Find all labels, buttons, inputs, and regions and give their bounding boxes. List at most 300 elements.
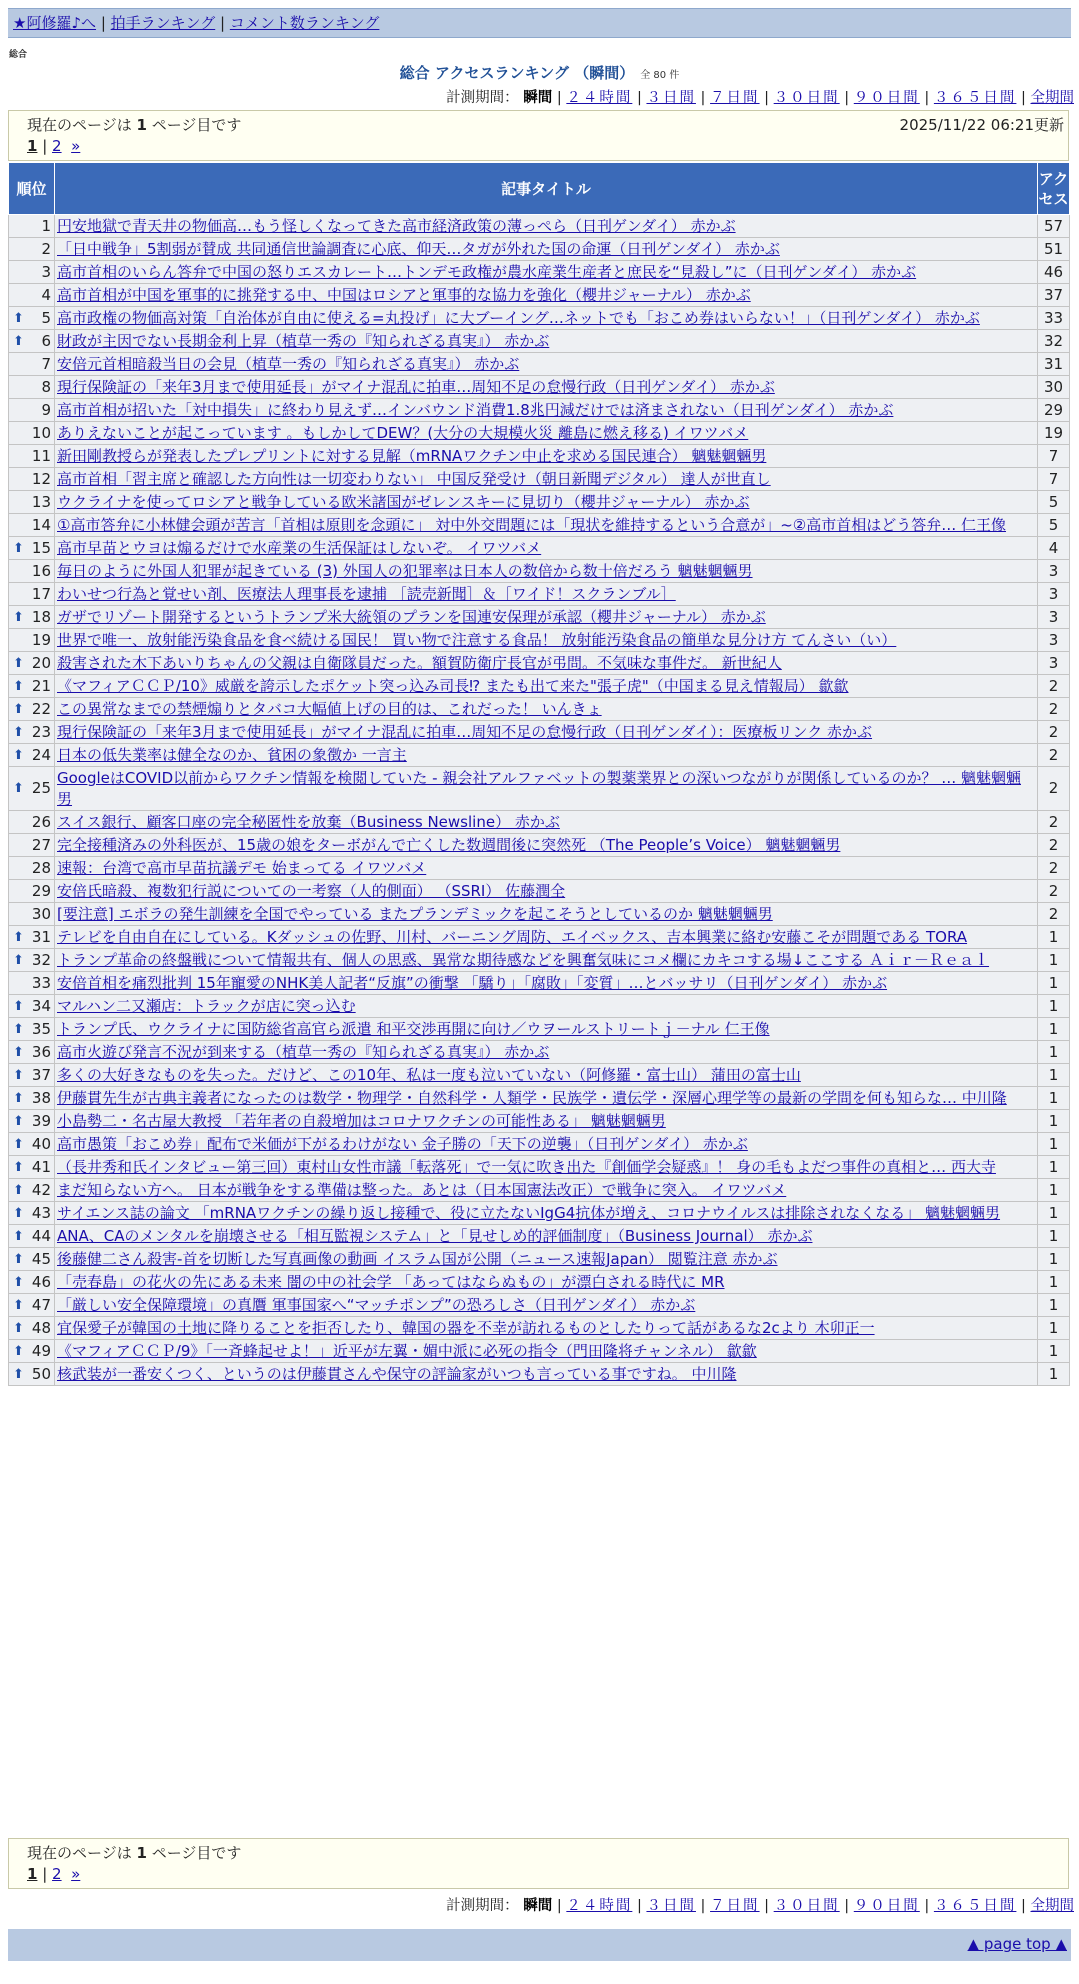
title-cell [55, 1317, 1038, 1340]
rank-cell [9, 1340, 55, 1363]
rank-number: 29 [31, 881, 51, 900]
article-link[interactable]: 現行保険証の「来年3月まで使用延長」がマイナ混乱に拍車…周知不足の怠慢行政（日刊ゲンダイ）：医療板リンク 赤かぶ [57, 723, 873, 741]
rank-number: 25 [31, 779, 51, 797]
rank-cell [9, 238, 55, 261]
article-link[interactable]: 安倍氏暗殺、複数犯行説についての一考察（人的側面） （SSRI） 佐藤潤全 [57, 882, 566, 900]
article-link[interactable]: 「厳しい安全保障環境」の真贋 軍事国家へ“マッチポンプ”の恐ろしさ（日刊ゲンダイ） 赤かぶ [57, 1296, 696, 1314]
rank-cell [9, 698, 55, 721]
access-count: 1 [1038, 1248, 1070, 1271]
table-row [9, 468, 1070, 491]
access-count: 31 [1038, 353, 1070, 376]
up-arrow-icon: ⬆ [13, 701, 24, 717]
up-arrow-icon: ⬆ [13, 1182, 24, 1198]
article-link[interactable]: GoogleはCOVID以前からワクチン情報を検閲していた - 親会社アルファベットの製薬業界との深いつながりが関係しているのか？ … 魑魅魍魎男 [57, 769, 1021, 808]
title-cell [55, 514, 1038, 537]
up-arrow-icon: ⬆ [13, 1297, 24, 1313]
access-count: 3 [1038, 629, 1070, 652]
article-link[interactable]: 高市首相のいらん答弁で中国の怒りエスカレート…トンデモ政権が農水産業生産者と庶民を“見殺し”に（日刊ゲンダイ） 赤かぶ [57, 263, 917, 281]
up-arrow-icon: ⬆ [13, 1159, 24, 1175]
rank-cell [9, 514, 55, 537]
page-1-current: 1 [27, 1865, 38, 1883]
article-link[interactable]: 安倍元首相暗殺当日の会見（植草一秀の『知られざる真実』） 赤かぶ [57, 355, 520, 373]
article-link[interactable]: 殺害された木下あいりちゃんの父親は自衛隊員だった。額賀防衛庁長官が弔問。不気味な事件だ。 新世紀人 [57, 654, 782, 672]
table-row [9, 307, 1070, 330]
title-cell [55, 972, 1038, 995]
table-row [9, 1202, 1070, 1225]
next-page-link[interactable]: » [71, 1865, 81, 1883]
up-arrow-icon: ⬆ [13, 998, 24, 1014]
period-current: 瞬間 [523, 1898, 553, 1914]
rank-number: 8 [41, 377, 51, 396]
rank-number: 3 [41, 262, 51, 281]
up-arrow-icon: ⬆ [13, 724, 24, 740]
rank-number: 7 [41, 354, 51, 373]
rank-cell [9, 995, 55, 1018]
title-cell [55, 1064, 1038, 1087]
up-arrow-icon: ⬆ [13, 1067, 24, 1083]
access-count: 1 [1038, 1064, 1070, 1087]
rank-cell [9, 422, 55, 445]
title-cell [55, 629, 1038, 652]
title-cell [55, 1271, 1038, 1294]
current-page-text: 現在のページは 1 ページ目です [27, 1844, 242, 1862]
rank-cell [9, 491, 55, 514]
rank-cell [9, 1041, 55, 1064]
period-365d[interactable]: ３６５日間 [933, 90, 1017, 106]
period-selector-bottom: 計測期間： 瞬間 | ２４時間 | ３日間 | ７日間 | ３０日間 | ９０日間 | ３６５日間 | 全期間 [446, 1898, 1074, 1914]
access-count: 2 [1038, 903, 1070, 926]
table-row [9, 284, 1070, 307]
title-cell [55, 284, 1038, 307]
title-cell [55, 1340, 1038, 1363]
access-count: 3 [1038, 583, 1070, 606]
access-count: 2 [1038, 880, 1070, 903]
article-link[interactable]: ありえないことが起こっています 。もしかしてDEW？(大分の大規模火災 離島に燃え移る) イワツバメ [57, 424, 749, 442]
period-90d[interactable]: ９０日間 [853, 90, 920, 106]
table-row [9, 675, 1070, 698]
title-cell [55, 215, 1038, 238]
category-label: 総合 [9, 50, 28, 60]
article-link[interactable]: 毎日のように外国人犯罪が起きている (3) 外国人の犯罪率は日本人の数倍から数十倍だろう 魑魅魍魎男 [57, 562, 753, 580]
article-link[interactable]: [要注意] エボラの発生訓練を全国でやっている またプランデミックを起こそうとしているのか 魑魅魍魎男 [57, 905, 773, 923]
rank-cell [9, 261, 55, 284]
article-link[interactable]: ウクライナを使ってロシアと戦争している欧米諸国がゼレンスキーに見切り（櫻井ジャーナル） 赤かぶ [57, 493, 750, 511]
ranking-title-text: 総合 アクセスランキング （瞬間） [399, 64, 635, 82]
title-cell [55, 1363, 1038, 1386]
access-count: 5 [1038, 491, 1070, 514]
table-row [9, 560, 1070, 583]
up-arrow-icon: ⬆ [13, 1205, 24, 1221]
article-link[interactable]: 後藤健二さん殺害-首を切断した写真画像の動画 イスラム国が公開（ニュース速報Japan） 閲覧注意 赤かぶ [57, 1250, 778, 1268]
article-link[interactable]: 現行保険証の「来年3月まで使用延長」がマイナ混乱に拍車…周知不足の怠慢行政（日刊ゲンダイ） 赤かぶ [57, 378, 775, 396]
rank-number: 30 [31, 904, 51, 923]
table-row [9, 1248, 1070, 1271]
table-row [9, 445, 1070, 468]
title-cell [55, 606, 1038, 629]
access-count: 51 [1038, 238, 1070, 261]
comment-ranking-link[interactable]: コメント数ランキング [229, 14, 380, 32]
rank-cell [9, 1156, 55, 1179]
article-link[interactable]: 高市首相が中国を軍事的に挑発する中、中国はロシアと軍事的な協力を強化（櫻井ジャーナル） 赤かぶ [57, 286, 751, 304]
up-arrow-icon: ⬆ [13, 1320, 24, 1336]
rank-number: 24 [31, 745, 51, 764]
rank-number: 40 [31, 1134, 51, 1153]
article-link[interactable]: （長井秀和氏インタビュー第三回）東村山女性市議「転落死」で一気に吹き出た『創価学会疑惑』！ 身の毛もよだつ事件の真相と… 西大寺 [57, 1158, 996, 1176]
period-all[interactable]: 全期間 [1030, 1898, 1074, 1914]
table-row [9, 353, 1070, 376]
access-count: 57 [1038, 215, 1070, 238]
period-label: 計測期間： [446, 1898, 519, 1914]
period-7d[interactable]: ７日間 [710, 90, 760, 106]
rank-cell [9, 675, 55, 698]
period-24h[interactable]: ２４時間 [566, 90, 633, 106]
table-row [9, 652, 1070, 675]
period-30d[interactable]: ３０日間 [773, 1898, 840, 1914]
ranking-table-body [9, 215, 1070, 1386]
title-cell [55, 445, 1038, 468]
access-count: 46 [1038, 261, 1070, 284]
article-link[interactable]: 多くの大好きなものを失った。だけど、この10年、私は一度も泣いていない（阿修羅・富士山） 蒲田の富士山 [57, 1066, 801, 1084]
period-all[interactable]: 全期間 [1030, 90, 1074, 106]
access-count: 1 [1038, 1202, 1070, 1225]
up-arrow-icon: ⬆ [13, 609, 24, 625]
rank-number: 20 [31, 653, 51, 672]
updated-timestamp: 2025/11/22 06:21更新 [899, 116, 1064, 134]
article-link[interactable]: 《マフィアＣＣＰ/10》威厳を誇示したポケット突っ込み司長⁉ またも出て来た"張子虎"（中国まる見え情報局） 歙歙 [57, 677, 849, 695]
table-header-row [9, 163, 1070, 215]
title-cell [55, 307, 1038, 330]
rank-cell [9, 880, 55, 903]
access-count: 2 [1038, 721, 1070, 744]
title-cell [55, 880, 1038, 903]
access-count: 1 [1038, 1340, 1070, 1363]
access-count: 37 [1038, 284, 1070, 307]
access-count: 1 [1038, 995, 1070, 1018]
up-arrow-icon: ⬆ [13, 310, 24, 326]
article-link[interactable]: 安倍首相を痛烈批判 15年寵愛のNHK美人記者“反旗”の衝撃 「驕り」「腐敗」「変質」…とバッサリ（日刊ゲンダイ） 赤かぶ [57, 974, 888, 992]
rank-cell [9, 399, 55, 422]
article-link[interactable]: ガザでリゾート開発するというトランプ米大統領のプランを国連安保理が承認（櫻井ジャーナル） 赤かぶ [57, 608, 766, 626]
table-row [9, 1064, 1070, 1087]
table-row [9, 376, 1070, 399]
rank-number: 35 [31, 1019, 51, 1038]
access-count: 30 [1038, 376, 1070, 399]
table-row [9, 1018, 1070, 1041]
rank-number: 23 [31, 722, 51, 741]
rank-cell [9, 1248, 55, 1271]
clap-ranking-link[interactable]: 拍手ランキング [110, 14, 216, 32]
table-row [9, 514, 1070, 537]
rank-number: 41 [31, 1157, 51, 1176]
up-arrow-icon: ⬆ [13, 1251, 24, 1267]
up-arrow-icon: ⬆ [13, 747, 24, 763]
period-365d[interactable]: ３６５日間 [933, 1898, 1017, 1914]
table-row [9, 1133, 1070, 1156]
title-cell [55, 1041, 1038, 1064]
title-cell [55, 1156, 1038, 1179]
rank-cell [9, 972, 55, 995]
current-page-text: 現在のページは 1 ページ目です [27, 116, 242, 134]
title-cell [55, 1248, 1038, 1271]
access-count: 1 [1038, 1363, 1070, 1386]
rank-number: 44 [31, 1226, 51, 1245]
access-count: 1 [1038, 949, 1070, 972]
article-link[interactable]: マルハン二又瀬店：トラックが店に突っ込む [57, 997, 356, 1015]
article-link[interactable]: 高市早苗とウヨは煽るだけで水産業の生活保証はしないぞ。 イワツバメ [57, 539, 542, 557]
article-link[interactable]: 速報：台湾で高市早苗抗議デモ 始まってる イワツバメ [57, 859, 427, 877]
up-arrow-icon: ⬆ [13, 1136, 24, 1152]
rank-number: 26 [31, 812, 51, 831]
article-link[interactable]: 日本の低失業率は健全なのか、貧困の象徴か 一言主 [57, 746, 407, 764]
page-1-current: 1 [27, 137, 38, 155]
access-count: 2 [1038, 744, 1070, 767]
up-arrow-icon: ⬆ [13, 1090, 24, 1106]
up-arrow-icon: ⬆ [13, 1021, 24, 1037]
access-count: 1 [1038, 1225, 1070, 1248]
ranking-table [8, 162, 1070, 1386]
rank-number: 33 [31, 973, 51, 992]
title-cell [55, 903, 1038, 926]
table-row [9, 330, 1070, 353]
up-arrow-icon: ⬆ [13, 1044, 24, 1060]
access-count: 32 [1038, 330, 1070, 353]
article-link[interactable]: ANA、CAのメンタルを崩壊させる「相互監視システム」と「見せしめ的評価制度」（Business Journal） 赤かぶ [57, 1227, 813, 1245]
rank-cell [9, 652, 55, 675]
access-count: 1 [1038, 1156, 1070, 1179]
title-cell [55, 583, 1038, 606]
rank-cell [9, 767, 55, 811]
access-count: 2 [1038, 811, 1070, 834]
title-cell [55, 330, 1038, 353]
title-cell [55, 767, 1038, 811]
title-cell [55, 261, 1038, 284]
access-count: 1 [1038, 1179, 1070, 1202]
article-link[interactable]: 世界で唯一、放射能汚染食品を食べ続ける国民！ 買い物で注意する食品！ 放射能汚染食品の簡単な見分け方 てんさい（い） [57, 631, 897, 649]
access-count: 1 [1038, 1018, 1070, 1041]
title-cell [55, 422, 1038, 445]
rank-number: 22 [31, 699, 51, 718]
title-cell [55, 675, 1038, 698]
rank-number: 39 [31, 1111, 51, 1130]
rank-number: 34 [31, 996, 51, 1015]
article-link[interactable]: トランプ氏、ウクライナに国防総省高官ら派遣 和平交渉再開に向け／ウヲールストリートｊ－ナル 仁王像 [57, 1020, 770, 1038]
access-count: 2 [1038, 675, 1070, 698]
page-top-link[interactable]: ▲ page top ▲ [967, 1935, 1067, 1953]
rank-cell [9, 583, 55, 606]
table-row [9, 1271, 1070, 1294]
access-count: 3 [1038, 606, 1070, 629]
access-count: 1 [1038, 1271, 1070, 1294]
rank-cell [9, 926, 55, 949]
rank-cell [9, 468, 55, 491]
rank-number: 5 [41, 308, 51, 327]
up-arrow-icon: ⬆ [13, 655, 24, 671]
rank-cell [9, 949, 55, 972]
up-arrow-icon: ⬆ [13, 1228, 24, 1244]
table-row [9, 698, 1070, 721]
table-row [9, 972, 1070, 995]
up-arrow-icon: ⬆ [13, 540, 24, 556]
rank-cell [9, 1018, 55, 1041]
period-90d[interactable]: ９０日間 [853, 1898, 920, 1914]
rank-number: 2 [41, 239, 51, 258]
access-count: 1 [1038, 926, 1070, 949]
period-current: 瞬間 [523, 90, 553, 106]
title-cell [55, 857, 1038, 880]
period-3d[interactable]: ３日間 [646, 1898, 696, 1914]
article-link[interactable]: 財政が主因でない長期金利上昇（植草一秀の『知られざる真実』） 赤かぶ [57, 332, 550, 350]
table-row [9, 767, 1070, 811]
table-row [9, 491, 1070, 514]
rank-cell [9, 353, 55, 376]
up-arrow-icon: ⬆ [13, 952, 24, 968]
table-row [9, 1340, 1070, 1363]
title-cell [55, 238, 1038, 261]
nav-separator: | [100, 14, 106, 32]
period-label: 計測期間： [446, 90, 519, 106]
access-count: 2 [1038, 767, 1070, 811]
rank-number: 48 [31, 1318, 51, 1337]
period-30d[interactable]: ３０日間 [773, 90, 840, 106]
table-row [9, 1363, 1070, 1386]
title-cell [55, 698, 1038, 721]
pager-top [8, 110, 1069, 161]
article-link[interactable]: トランプ革命の終盤戦について情報共有、個人の思惑、異常な期待感などを興奮気味にコメ欄にカキコする場↓ここする Ａｉｒ－Ｒｅａｌ [57, 951, 990, 969]
article-link[interactable]: 完全接種済みの外科医が、15歳の娘をターボがんで亡くした数週間後に突然死 （The People’s Voice） 魑魅魍魎男 [57, 836, 841, 854]
period-24h[interactable]: ２４時間 [566, 1898, 633, 1914]
table-row [9, 903, 1070, 926]
page-2-link[interactable]: 2 [52, 137, 62, 155]
title-cell [55, 926, 1038, 949]
rank-cell [9, 1271, 55, 1294]
article-link[interactable]: 核武装が一番安くつく、というのは伊藤貫さんや保守の評論家がいつも言っている事ですね。 中川隆 [57, 1365, 737, 1383]
title-cell [55, 468, 1038, 491]
rank-cell [9, 1317, 55, 1340]
rank-cell [9, 1202, 55, 1225]
rank-number: 12 [31, 469, 51, 488]
rank-number: 46 [31, 1272, 51, 1291]
ranking-title [0, 62, 1079, 83]
access-count: 7 [1038, 468, 1070, 491]
title-cell [55, 721, 1038, 744]
article-link[interactable]: まだ知らない方へ。 日本が戦争をする準備は整った。あとは（日本国憲法改正）で戦争に突入。 イワツバメ [57, 1181, 787, 1199]
article-link[interactable]: 新田剛教授らが発表したプレプリントに対する見解（mRNAワクチン中止を求める国民連合） 魑魅魍魎男 [57, 447, 767, 465]
title-cell [55, 1133, 1038, 1156]
period-3d[interactable]: ３日間 [646, 90, 696, 106]
table-row [9, 857, 1070, 880]
article-link[interactable]: 《マフィアＣＣＰ/9》「一斉蜂起せよ！」近平が左翼・媚中派に必死の指令（門田隆将チャンネル） 歙歙 [57, 1342, 757, 1360]
access-count: 1 [1038, 1110, 1070, 1133]
rank-number: 47 [31, 1295, 51, 1314]
table-row [9, 721, 1070, 744]
table-row [9, 949, 1070, 972]
article-link[interactable]: 小島勢二・名古屋大教授 「若年者の自殺増加はコロナワクチンの可能性ある」 魑魅魍魎男 [57, 1112, 666, 1130]
article-link[interactable]: サイエンス誌の論文 「mRNAワクチンの繰り返し接種で、役に立たないIgG4抗体が増え、コロナウイルスは排除されなくなる」 魑魅魍魎男 [57, 1204, 1001, 1222]
page-2-link[interactable]: 2 [52, 1865, 62, 1883]
article-link[interactable]: わいせつ行為と覚せい剤、医療法人理事長を逮捕 ［読売新聞］＆［ワイド！スクランブル］ [57, 585, 676, 603]
table-row [9, 238, 1070, 261]
ranking-count: 全 80 件 [640, 70, 680, 81]
access-count: 3 [1038, 560, 1070, 583]
rank-number: 11 [31, 446, 51, 465]
title-cell [55, 491, 1038, 514]
rank-cell [9, 744, 55, 767]
article-link[interactable]: 「売春島」の花火の先にある未来 闇の中の社会学 「あってはならぬもの」が漂白される時代に MR [57, 1273, 725, 1291]
rank-cell [9, 1110, 55, 1133]
rank-number: 19 [31, 630, 51, 649]
rank-number: 38 [31, 1088, 51, 1107]
home-link[interactable]: ★阿修羅♪へ [13, 14, 97, 32]
period-7d[interactable]: ７日間 [710, 1898, 760, 1914]
rank-number: 1 [41, 216, 51, 235]
title-cell [55, 834, 1038, 857]
access-count: 4 [1038, 537, 1070, 560]
rank-cell [9, 215, 55, 238]
rank-cell [9, 330, 55, 353]
rank-number: 28 [31, 858, 51, 877]
rank-cell [9, 1064, 55, 1087]
title-cell [55, 811, 1038, 834]
article-link[interactable]: スイス銀行、顧客口座の完全秘匿性を放棄（Business Newsline） 赤かぶ [57, 813, 560, 831]
rank-cell [9, 629, 55, 652]
article-link[interactable]: ①高市答弁に小林健会頭が苦言「首相は原則を念頭に」 対中外交問題には「現状を維持するという合意が」~②高市首相はどう答弁… 仁王像 [57, 516, 1007, 534]
table-row [9, 1317, 1070, 1340]
up-arrow-icon: ⬆ [13, 929, 24, 945]
article-link[interactable]: 高市愚策「おこめ券」配布で米価が下がるわけがない 金子勝の「天下の逆襲」（日刊ゲンダイ） 赤かぶ [57, 1135, 748, 1153]
article-link[interactable]: 宜保愛子が韓国の土地に降りることを拒否したり、韓国の器を不幸が訪れるものとしたりって話があるな2cより 木卯正一 [57, 1319, 875, 1337]
up-arrow-icon: ⬆ [13, 1113, 24, 1129]
rank-cell [9, 376, 55, 399]
article-link[interactable]: 高市首相「習主席と確認した方向性は一切変わりない」 中国反発受け（朝日新聞デジタル） 達人が世直し [57, 470, 771, 488]
next-page-link[interactable]: » [71, 137, 81, 155]
up-arrow-icon: ⬆ [13, 333, 24, 349]
rank-number: 42 [31, 1180, 51, 1199]
access-count: 5 [1038, 514, 1070, 537]
table-row [9, 995, 1070, 1018]
title-cell [55, 1018, 1038, 1041]
rank-cell [9, 1133, 55, 1156]
title-header: 記事タイトル [55, 163, 1038, 215]
rank-cell [9, 857, 55, 880]
article-link[interactable]: 高市火遊び発言不況が到来する（植草一秀の『知られざる真実』） 赤かぶ [57, 1043, 550, 1061]
article-link[interactable]: テレビを自由自在にしている。Kダッシュの佐野、川村、バーニング周防、エイベックス、吉本興業に絡む安藤こそが問題である TORA [57, 928, 968, 946]
article-link[interactable]: 高市首相が招いた「対中損失」に終わり見えず…インバウンド消費1.8兆円減だけでは済まされない（日刊ゲンダイ） 赤かぶ [57, 401, 894, 419]
article-link[interactable]: 伊藤貫先生が古典主義者になったのは数学・物理学・自然科学・人類学・民族学・遺伝学・深層心理学等の最新の学問を何も知らな… 中川隆 [57, 1089, 1007, 1107]
rank-cell [9, 445, 55, 468]
table-row [9, 1041, 1070, 1064]
table-row [9, 629, 1070, 652]
article-link[interactable]: 円安地獄で青天井の物価高…もう怪しくなってきた高市経済政策の薄っぺら（日刊ゲンダイ） 赤かぶ [57, 217, 736, 235]
access-header: アクセス [1038, 163, 1070, 215]
table-row [9, 834, 1070, 857]
article-link[interactable]: 「日中戦争」5割弱が賛成 共同通信世論調査に心底、仰天…タガが外れた国の命運（日刊ゲンダイ） 赤かぶ [57, 240, 780, 258]
table-row [9, 606, 1070, 629]
table-row [9, 811, 1070, 834]
rank-number: 49 [31, 1341, 51, 1360]
access-count: 1 [1038, 1133, 1070, 1156]
rank-cell [9, 1087, 55, 1110]
access-count: 29 [1038, 399, 1070, 422]
title-cell [55, 1179, 1038, 1202]
rank-number: 14 [31, 515, 51, 534]
article-link[interactable]: 高市政権の物価高対策「自治体が自由に使える=丸投げ」に大ブーイング…ネットでも「おこめ券はいらない！」（日刊ゲンダイ） 赤かぶ [57, 309, 980, 327]
title-cell [55, 1202, 1038, 1225]
rank-cell [9, 1225, 55, 1248]
title-cell [55, 949, 1038, 972]
title-cell [55, 995, 1038, 1018]
table-row [9, 1110, 1070, 1133]
article-link[interactable]: この異常なまでの禁煙煽りとタバコ大幅値上げの目的は、これだった！ いんきょ [57, 700, 602, 718]
